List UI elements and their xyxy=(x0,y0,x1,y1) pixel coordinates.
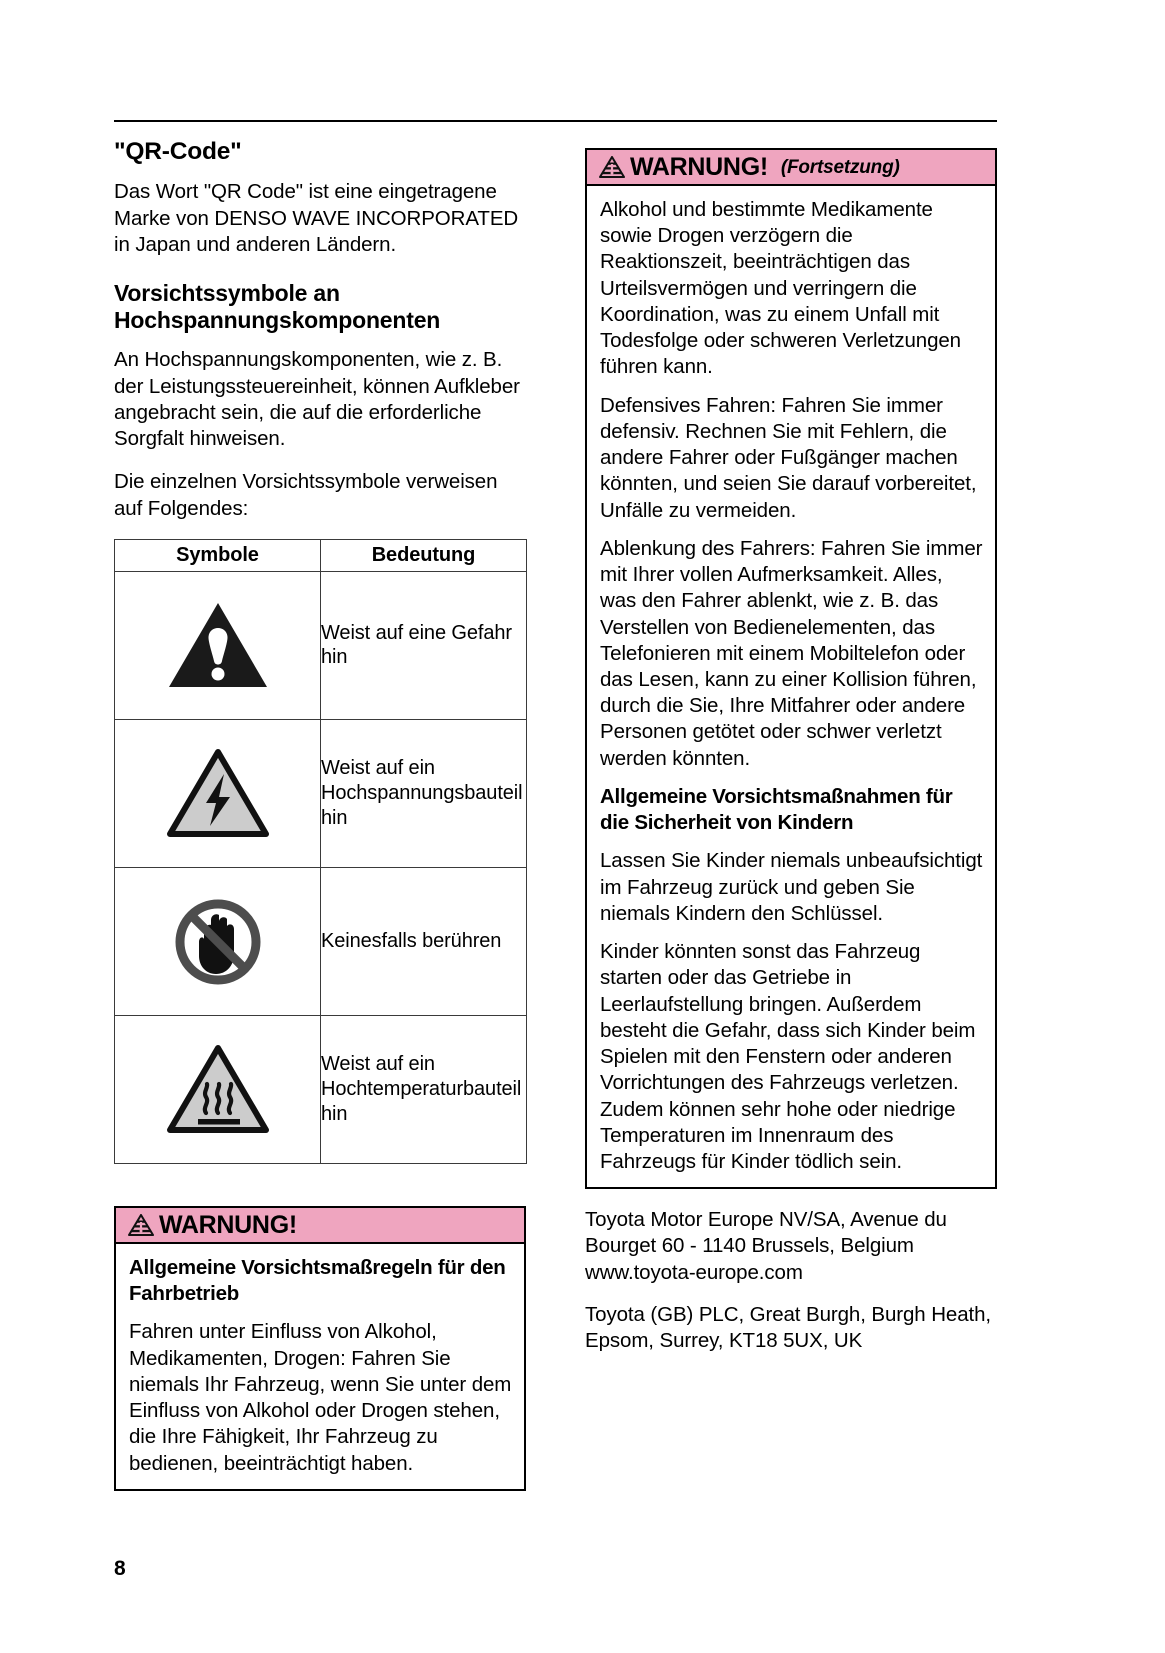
symbol-cell xyxy=(115,571,321,719)
symbol-cell xyxy=(115,1015,321,1163)
table-row xyxy=(115,867,527,1015)
meaning-cell: Weist auf ein Hochtemperaturbauteil hin xyxy=(321,1015,527,1163)
table-header-row xyxy=(115,539,527,571)
symbol-cell xyxy=(115,867,321,1015)
warning-paragraph: Ablenkung des Fahrers: Fahren Sie immer mit Ihrer vollen Aufmerksamkeit. Alles, was den Fahrer ablenkt, wie z. B. das Verstellen von Bedienelementen, das Telefonieren mit einem Mobiltelefon oder das Lesen, kann zu einer Kollision führen, durch die Sie, Ihre Mitfahrer oder andere Personen getötet oder schwer verletzt werden könnten. xyxy=(600,536,983,770)
left-column xyxy=(114,138,526,1164)
warning-header xyxy=(116,1208,524,1244)
warning-triangle-exclamation-icon xyxy=(166,599,270,691)
page-number: 8 xyxy=(114,1557,126,1580)
address-line-gb: Toyota (GB) PLC, Great Burgh, Burgh Heath, Epsom, Surrey, KT18 5UX, UK xyxy=(585,1302,991,1353)
warning-paragraph: Fahren unter Einfluss von Alkohol, Medikamenten, Drogen: Fahren Sie niemals Ihr Fahrzeug, wenn Sie unter dem Einfluss von Alkohol oder Drogen stehen, die Ihre Fähigkeit, Ihr Fahrzeug zu bedienen, beeinträchtigt haben. xyxy=(129,1320,512,1475)
column-header-bedeutung: Bedeutung xyxy=(321,539,527,571)
warning-heading: Allgemeine Vorsichtsmaßnahmen für die Sicherheit von Kindern xyxy=(600,784,953,835)
table-row xyxy=(115,719,527,867)
warning-paragraph: Defensives Fahren: Fahren Sie immer defensiv. Rechnen Sie mit Fehlern, die andere Fahrer oder Fußgänger machen könnten, und seien Sie darauf vorbereitet, Unfälle zu vermeiden. xyxy=(600,393,977,522)
table-row xyxy=(115,571,527,719)
warning-heading: Allgemeine Vorsichtsmaßregeln für den Fahrbetrieb xyxy=(129,1256,506,1306)
warning-triangle-icon xyxy=(128,1214,154,1236)
warning-title: WARNUNG! xyxy=(630,152,768,181)
high-voltage-triangle-icon xyxy=(166,747,270,839)
intro-paragraph: Das Wort "QR Code" ist eine eingetragene Marke von DENSO WAVE INCORPORATED in Japan und anderen Ländern. xyxy=(114,180,519,256)
meaning-cell: Weist auf ein Hochspannungsbauteil hin xyxy=(321,719,527,867)
symbol-table xyxy=(114,539,527,1164)
symbol-cell xyxy=(115,719,321,867)
address-line-europe: Toyota Motor Europe NV/SA, Avenue du Bourget 60 - 1140 Brussels, Belgium www.toyota-europe.com xyxy=(585,1208,947,1284)
paragraph-1: An Hochspannungskomponenten, wie z. B. der Leistungssteuereinheit, können Aufkleber angebracht sein, die auf die erforderliche Sorgfalt hinweisen. xyxy=(114,348,520,451)
warning-body xyxy=(116,1244,524,1489)
warning-triangle-icon xyxy=(599,156,625,178)
address-block xyxy=(585,1207,997,1354)
do-not-touch-hand-icon xyxy=(166,892,270,990)
warning-paragraph: Kinder könnten sonst das Fahrzeug starten oder das Getriebe in Leerlaufstellung bringen. Außerdem besteht die Gefahr, dass sich Kinder beim Spielen mit den Fenstern oder anderen Vorrichtungen des Fahrzeugs verletzen. Zudem können sehr hohe oder niedrige Temperaturen im Innenraum des Fahrzeugs für Kinder tödlich sein. xyxy=(600,940,976,1173)
warning-body xyxy=(587,186,995,1187)
hot-surface-triangle-icon xyxy=(166,1043,270,1135)
warning-box-right xyxy=(585,148,997,1189)
meaning-cell: Weist auf eine Gefahr hin xyxy=(321,571,527,719)
section-subtitle: Vorsichtssymbole an Hochspannungskomponenten xyxy=(114,280,441,334)
page-title: "QR-Code" xyxy=(114,138,242,165)
meaning-cell: Keinesfalls berühren xyxy=(321,867,527,1015)
warning-header xyxy=(587,150,995,186)
header-rule xyxy=(114,120,997,122)
table-row xyxy=(115,1015,527,1163)
warning-box-left xyxy=(114,1206,526,1491)
warning-paragraph: Lassen Sie Kinder niemals unbeaufsichtigt im Fahrzeug zurück und geben Sie niemals Kindern den Schlüssel. xyxy=(600,849,983,925)
warning-continuation-label: (Fortsetzung) xyxy=(780,156,900,178)
warning-title: WARNUNG! xyxy=(159,1210,297,1239)
paragraph-2: Die einzelnen Vorsichtssymbole verweisen auf Folgendes: xyxy=(114,470,498,520)
column-header-symbole: Symbole xyxy=(115,539,321,571)
warning-paragraph: Alkohol und bestimmte Medikamente sowie Drogen verzögern die Reaktionszeit, beeinträchtigen das Urteilsvermögen und verringern die Koordination, was zu einem Unfall mit Todesfolge oder schweren Verletzungen führen kann. xyxy=(600,198,961,379)
right-column xyxy=(585,148,997,1354)
